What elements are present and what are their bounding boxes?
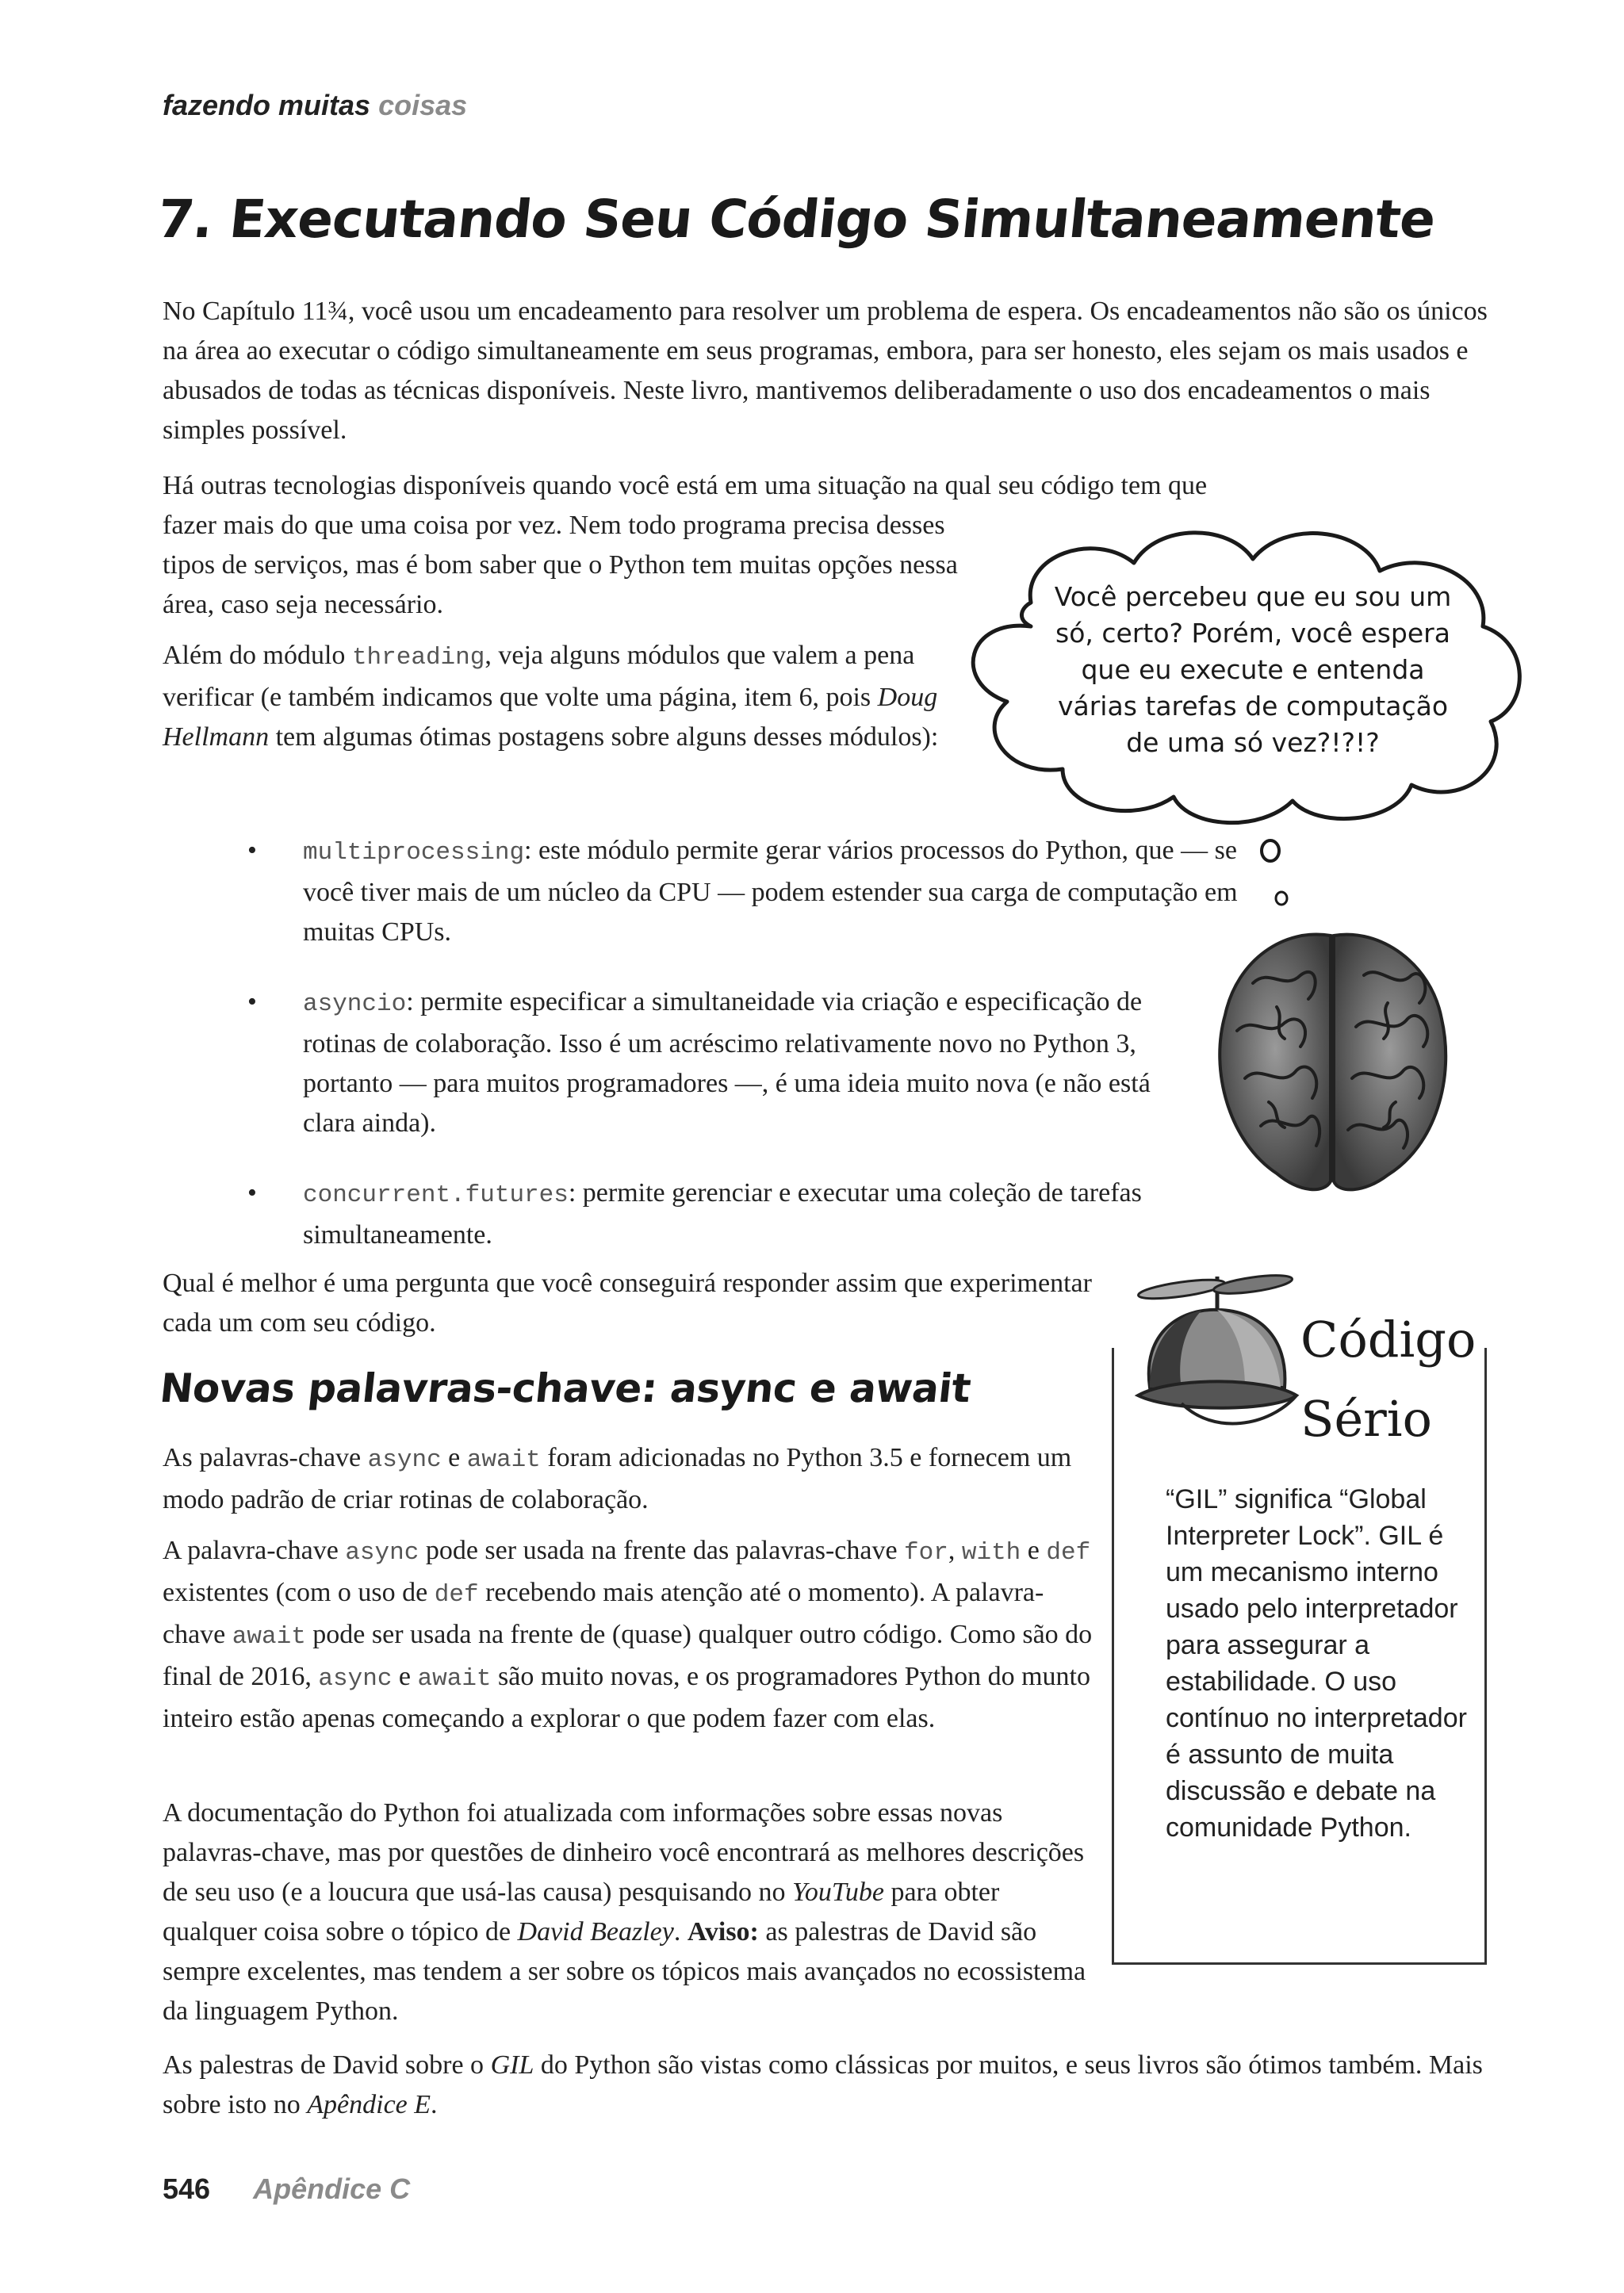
bullet-symbol: • xyxy=(247,987,257,1016)
running-header-part1: fazendo muitas xyxy=(163,89,371,121)
intro-column xyxy=(163,506,1019,768)
after-bullets-text: Qual é melhor é uma pergunta que você conseguirá responder assim que experimentar cada um com seu código. xyxy=(163,1269,1092,1338)
brain-icon xyxy=(1205,920,1459,1205)
section2-p3: A documentação do Python foi atualizada com informações sobre essas novas palavras-chave, mas por questões de dinheiro você encontrará as melhores descrições de seu uso (e a loucura que usá-las causa) pesquisando no YouTube para obter qualquer coisa sobre o tópico de David Beazley. Aviso: as palestras de David são sempre excelentes, mas tendem a ser sobre os tópicos mais avançados no ecossistema da linguagem Python. xyxy=(163,1798,1086,2026)
intro-p2-line1: Há outras tecnologias disponíveis quando você está em uma situação na qual seu código tem que xyxy=(163,471,1208,500)
list-item: • concurrent.futures: permite gerenciar e executar uma coleção de tarefas simultaneamente. xyxy=(247,1173,1159,1255)
list-item: • asyncio: permite especificar a simultaneidade via criação e especificação de rotinas de colaboração. Isso é um acréscimo relativamente novo no Python 3, portanto — para muitos programadores —, é uma ideia muito nova (e não está clara ainda). xyxy=(247,982,1183,1143)
youtube-reference: YouTube xyxy=(792,1878,884,1907)
running-header-part2: coisas xyxy=(378,89,468,121)
thought-bubble-text: Você percebeu que eu sou um só, certo? Porém, você espera que eu execute e entenda várias tarefas de computação de uma só vez?!?!? xyxy=(1054,581,1452,758)
bullet-symbol: • xyxy=(247,836,257,865)
gil-reference: GIL xyxy=(490,2050,534,2080)
sidebar-title-line2: Sério xyxy=(1300,1390,1432,1448)
intro-p1-text: No Capítulo 11¾, você usou um encadeamento para resolver um problema de espera. Os encadeamentos não são os únicos na área ao executar o código simultaneamente em seus programas, embora, para ser honesto, eles sejam os mais usados e abusados de todas as técnicas disponíveis. Neste livro, mantivemos deliberadamente o uso dos encadeamentos o mais simples possível. xyxy=(163,297,1488,445)
page-footer xyxy=(163,2172,410,2206)
section2-p2: A palavra-chave async pode ser usada na frente das palavras-chave for, with e def existentes (com o uso de def recebendo mais atenção até o momento). A palavra-chave await pode ser usada na frente de (quase) qualquer outro código. Como são do final de 2016, async e await são muito novas, e os programadores Python do munto inteiro estão apenas começando a explorar o que podem fazer com elas. xyxy=(163,1536,1093,1733)
bullet-symbol: • xyxy=(247,1178,257,1208)
running-header xyxy=(163,89,467,122)
module-list xyxy=(247,831,1238,1285)
list-item: • multiprocessing: este módulo permite gerar vários processos do Python, que — se você tiver mais de um núcleo da CPU — podem estender sua carga de computação em muitas CPUs. xyxy=(247,831,1239,952)
code-threading: threading xyxy=(351,644,485,672)
section2-p4: As palestras de David sobre o GIL do Python são vistas como clássicas por muitos, e seus livros são ótimos também. Mais sobre isto no Apêndice E. xyxy=(163,2050,1483,2119)
warning-label: Aviso: xyxy=(687,1917,759,1947)
thought-dots-icon xyxy=(1253,836,1300,916)
david-beazley-reference: David Beazley xyxy=(517,1917,674,1947)
code-asyncio: asyncio xyxy=(303,990,407,1018)
sidebar-title xyxy=(1300,1300,1476,1459)
code-multiprocessing: multiprocessing xyxy=(303,839,525,867)
section2-p4-block xyxy=(163,2046,1511,2136)
author-doug-hellmann: Doug Hellmann xyxy=(163,683,938,752)
intro-p3: Além do módulo threading, veja alguns módulos que valem a pena verificar (e também indicamos que volte uma página, item 6, pois Doug Hellmann tem algumas ótimas postagens sobre alguns desses módulos): xyxy=(163,641,939,752)
sidebar-title-line1: Código xyxy=(1300,1311,1477,1369)
section2-column xyxy=(163,1438,1122,1750)
propeller-cap-icon xyxy=(1126,1269,1308,1451)
sidebar-text: “GIL” significa “Global Interpreter Lock”. GIL é um mecanismo interno usado pelo interpretador para assegurar a estabilidade. O uso contínuo no interpretador é assunto de muita discussão e debate na comunidade Python. xyxy=(1166,1484,1467,1843)
appendix-e-reference: Apêndice E xyxy=(307,2090,431,2119)
code-async: async xyxy=(367,1446,442,1474)
intro-paragraph-1 xyxy=(163,292,1511,461)
page-number: 546 xyxy=(163,2172,211,2205)
code-await: await xyxy=(466,1446,541,1474)
after-bullets-paragraph xyxy=(163,1264,1114,1354)
section-title: 7. Executando Seu Código Simultaneamente xyxy=(154,189,1438,250)
section-heading-async-await: Novas palavras-chave: async e await xyxy=(157,1365,973,1411)
code-concurrent-futures: concurrent.futures xyxy=(303,1181,569,1209)
intro-p2-rest: fazer mais do que uma coisa por vez. Nem todo programa precisa desses tipos de serviços, mas é bom saber que o Python tem muitas opções nessa área, caso seja necessário. xyxy=(163,511,958,619)
section2-p1: As palavras-chave async e await foram adicionadas no Python 3.5 e fornecem um modo padrão de criar rotinas de colaboração. xyxy=(163,1443,1072,1514)
chapter-name: Apêndice C xyxy=(253,2172,411,2205)
